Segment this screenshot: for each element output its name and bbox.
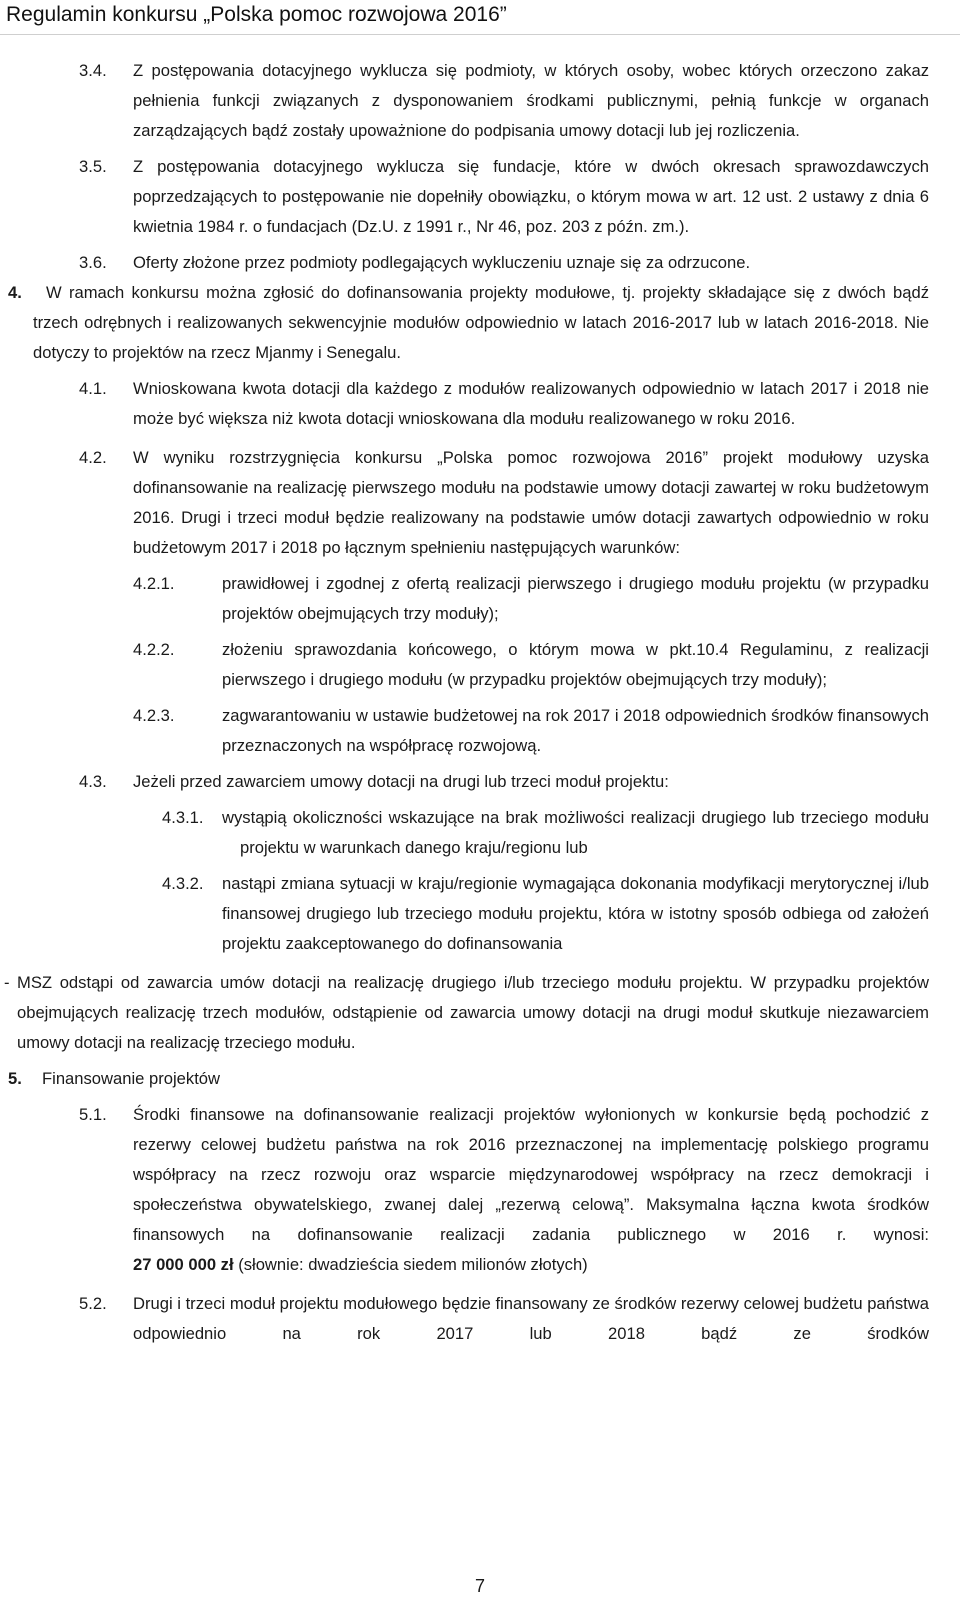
paragraph-text: Drugi i trzeci moduł projektu modułowego będzie finansowany ze środków rezerwy celowej budżetu państwa odpowiednio na rok 2017 lub 2018 bądź ze środków <box>133 1294 929 1343</box>
paragraph-number: 4.2.2. <box>133 640 175 659</box>
paragraph-number: 3.6. <box>79 253 107 272</box>
paragraph-number: 4. <box>8 283 22 302</box>
paragraph-4-3-2 <box>0 869 929 959</box>
paragraph-text: prawidłowej i zgodnej z ofertą realizacji pierwszego i drugiego modułu projektu (w przypadku projektów obejmujących trzy moduły); <box>222 574 929 623</box>
paragraph-4-2-2 <box>0 635 929 695</box>
paragraph-4-1 <box>0 374 929 434</box>
paragraph-dash-note <box>0 968 929 1058</box>
paragraph-text: nastąpi zmiana sytuacji w kraju/regionie wymagająca dokonania modyfikacji merytorycznej i/lub finansowej drugiego lub trzeciego modułu projektu, która w istotny sposób odbiega od założeń projektu zaakceptowanego do dofinansowania <box>222 874 929 953</box>
paragraph-4-3-1 <box>0 803 929 863</box>
paragraph-text: W ramach konkursu można zgłosić do dofinansowania projekty modułowe, tj. projekty składające się z dwóch bądź trzech odrębnych i realizowanych sekwencyjnie modułów odpowiednio w latach 2016-2017 lub w latach 2016-2018. Nie dotyczy to projektów na rzecz Mjanmy i Senegalu. <box>33 283 929 362</box>
paragraph-4-2 <box>0 443 929 563</box>
paragraph-5-2 <box>0 1289 929 1349</box>
paragraph-text: Z postępowania dotacyjnego wyklucza się fundacje, które w dwóch okresach sprawozdawczych poprzedzających to postępowanie nie dopełniły obowiązku, o którym mowa w art. 12 ust. 2 ustawy z dnia 6 kwietnia 1984 r. o fundacjach (Dz.U. z 1991 r., Nr 46, poz. 203 z późn. zm.). <box>133 157 929 236</box>
paragraph-text: zagwarantowaniu w ustawie budżetowej na rok 2017 i 2018 odpowiednich środków finansowych przeznaczonych na współpracę rozwojową. <box>222 706 929 755</box>
amount-value: 27 000 000 zł <box>133 1255 234 1274</box>
paragraph-number: 5.1. <box>79 1105 107 1124</box>
paragraph-text: Z postępowania dotacyjnego wyklucza się podmioty, w których osoby, wobec których orzeczono zakaz pełnienia funkcji związanych z dysponowaniem środkami publicznymi, pełnią funkcje w organach zarządzających bądź zostały upoważnione do podpisania umowy dotacji lub jej rozliczenia. <box>133 61 929 140</box>
paragraph-number: 4.3.1. <box>162 808 204 827</box>
paragraph-text: Wnioskowana kwota dotacji dla każdego z modułów realizowanych odpowiednio w latach 2017 i 2018 nie może być większa niż kwota dotacji wnioskowana dla modułu realizowanego w roku 2016. <box>133 379 929 428</box>
paragraph-4-2-3 <box>0 701 929 761</box>
paragraph-number: 5. <box>8 1069 22 1088</box>
paragraph-text: złożeniu sprawozdania końcowego, o którym mowa w pkt.10.4 Regulaminu, z realizacji pierwszego i drugiego modułu (w przypadku projektów obejmujących trzy moduły); <box>222 640 929 689</box>
paragraph-number: 4.1. <box>79 379 107 398</box>
paragraph-3-6 <box>0 248 929 278</box>
document-header: Regulamin konkursu „Polska pomoc rozwojowa 2016” <box>6 3 507 26</box>
paragraph-number: 3.5. <box>79 157 107 176</box>
section-title: Finansowanie projektów <box>42 1069 221 1088</box>
paragraph-text: Jeżeli przed zawarciem umowy dotacji na drugi lub trzeci moduł projektu: <box>133 772 669 791</box>
paragraph-text: Oferty złożone przez podmioty podlegających wykluczeniu uznaje się za odrzucone. <box>133 253 751 272</box>
document-body <box>0 56 960 1349</box>
paragraph-text: MSZ odstąpi od zawarcia umów dotacji na realizację drugiego i/lub trzeciego modułu projektu. W przypadku projektów obejmujących realizację trzech modułów, odstąpienie od zawarcia umowy dotacji na drugi moduł skutkuje niezawarciem umowy dotacji na realizację trzeciego modułu. <box>17 973 929 1052</box>
paragraph-number: 4.2. <box>79 448 107 467</box>
section-5-heading <box>0 1064 929 1094</box>
paragraph-number: 4.2.1. <box>133 574 175 593</box>
paragraph-4-2-1 <box>0 569 929 629</box>
paragraph-text: wystąpią okoliczności wskazujące na brak możliwości realizacji drugiego lub trzeciego modułu projektu w warunkach danego kraju/regionu lub <box>222 808 929 857</box>
paragraph-text: Środki finansowe na dofinansowanie realizacji projektów wyłonionych w konkursie będą pochodzić z rezerwy celowej budżetu państwa na rok 2016 przeznaczonej na implementację polskiego programu współpracy na rzecz rozwoju oraz wsparcie międzynarodowej współpracy na rzecz demokracji i społeczeństwa obywatelskiego, zwanej dalej „rezerwą celową”. Maksymalna łączna kwota środków finansowych na dofinansowanie realizacji zadania publicznego w 2016 r. wynosi: <box>133 1105 929 1244</box>
paragraph-number: 5.2. <box>79 1294 107 1313</box>
paragraph-5-1 <box>0 1100 929 1280</box>
page-number: 7 <box>474 1576 485 1596</box>
paragraph-number: 3.4. <box>79 61 107 80</box>
paragraph-number: 4.3.2. <box>162 874 204 893</box>
paragraph-bullet: - <box>4 973 10 992</box>
amount-line <box>133 1250 929 1280</box>
paragraph-3-4 <box>0 56 929 146</box>
paragraph-text: W wyniku rozstrzygnięcia konkursu „Polska pomoc rozwojowa 2016” projekt modułowy uzyska dofinansowanie na realizację pierwszego modułu na podstawie umowy dotacji zawartej w roku budżetowym 2016. Drugi i trzeci moduł będzie realizowany na podstawie umów dotacji zawartych odpowiednio w roku budżetowym 2017 i 2018 po łącznym spełnieniu następujących warunków: <box>133 448 929 557</box>
paragraph-4-3 <box>0 767 929 797</box>
paragraph-number: 4.3. <box>79 772 107 791</box>
paragraph-3-5 <box>0 152 929 242</box>
paragraph-number: 4.2.3. <box>133 706 175 725</box>
paragraph-4 <box>0 278 929 368</box>
amount-words: (słownie: dwadzieścia siedem milionów złotych) <box>233 1255 588 1274</box>
header-divider <box>0 34 960 35</box>
